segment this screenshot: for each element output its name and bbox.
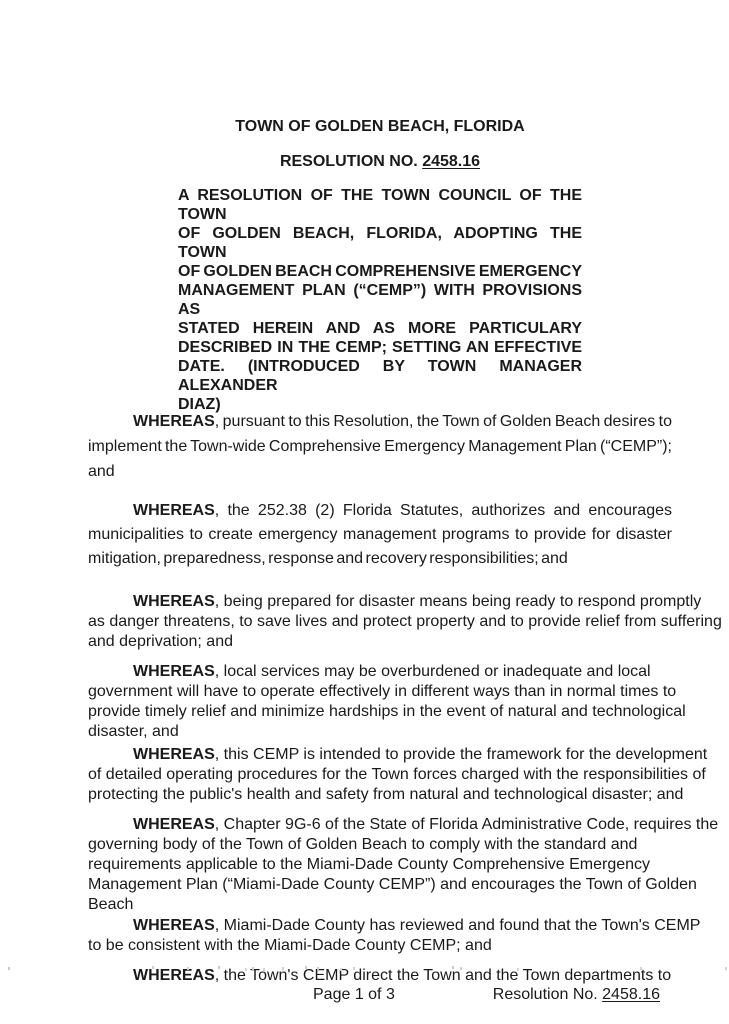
resolution-summary-block [178, 186, 582, 414]
whereas-keyword: WHEREAS [133, 502, 215, 519]
text-line: requirements applicable to the Miami-Dade County Comprehensive Emergency [88, 856, 651, 873]
text-line: DIAZ) [178, 396, 221, 413]
text-line: governing body of the Town of Golden Beach to comply with the standard and [88, 836, 638, 853]
document-content [88, 117, 722, 1005]
resolution-title-block [178, 186, 582, 414]
footer-resolution [493, 985, 660, 1005]
text-line: of detailed operating procedures for the Town forces charged with the responsibilities of [88, 766, 706, 783]
whereas-keyword: WHEREAS [133, 413, 215, 430]
text-line: WHEREAS, the Town's CEMP direct the Town and the Town departments to [133, 967, 672, 984]
whereas-clause-2 [88, 499, 672, 571]
text-line: DESCRIBED IN THE CEMP; SETTING AN EFFECTIVE [178, 339, 582, 356]
footer-resolution-label: Resolution No. [492, 986, 603, 1003]
text-line: provide timely relief and minimize hardships in the event of natural and technological [88, 703, 686, 720]
text-line: A RESOLUTION OF THE TOWN COUNCIL OF THE TOWN [178, 187, 582, 223]
text-line: government will have to operate effectively in different ways than in normal times to [88, 683, 677, 700]
whereas-keyword: WHEREAS [133, 917, 215, 934]
scan-artifacts [0, 966, 2, 969]
resolution-label: RESOLUTION NO. [279, 153, 423, 170]
footer-resolution-number: 2458.16 [602, 986, 660, 1003]
whereas-clauses [88, 409, 722, 986]
text-line: WHEREAS, local services may be overburdened or inadequate and local [133, 663, 651, 680]
text-line: WHEREAS, pursuant to this Resolution, the Town of Golden Beach desires to [133, 413, 672, 430]
text-line: WHEREAS, Miami-Dade County has reviewed and found that the Town's CEMP [133, 917, 701, 934]
whereas-clause-5 [88, 745, 708, 805]
resolution-number: 2458.16 [422, 153, 481, 170]
resolution-number-line [88, 152, 672, 172]
text-line: MANAGEMENT PLAN (“CEMP”) WITH PROVISIONS AS [178, 282, 582, 318]
text-line: DATE. (INTRODUCED BY TOWN MANAGER ALEXANDER [178, 358, 582, 394]
page-footer [88, 985, 672, 1005]
whereas-keyword: WHEREAS [133, 816, 215, 833]
text-line: to be consistent with the Miami-Dade County CEMP; and [88, 937, 492, 954]
text-line: protecting the public's health and safety from natural and technological disaster; and [88, 786, 684, 803]
whereas-clause-7 [88, 916, 701, 956]
text-line: WHEREAS, Chapter 9G-6 of the State of Florida Administrative Code, requires the [133, 816, 719, 833]
whereas-clause-4 [88, 662, 686, 742]
text-line: and deprivation; and [88, 633, 233, 650]
whereas-clause-1 [88, 409, 672, 484]
text-line: municipalities to create emergency management programs to provide for disaster [88, 526, 672, 543]
text-line: mitigation, preparedness, response and recovery responsibilities; and [88, 550, 568, 567]
whereas-keyword: WHEREAS [133, 663, 215, 680]
whereas-clause-6 [88, 815, 719, 915]
whereas-keyword: WHEREAS [133, 746, 215, 763]
text-line: disaster, and [88, 723, 179, 740]
text-line: WHEREAS, being prepared for disaster means being ready to respond promptly [133, 593, 702, 610]
text-line: WHEREAS, this CEMP is intended to provide the framework for the development [133, 746, 708, 763]
text-line: as danger threatens, to save lives and protect property and to provide relief from suffering [88, 613, 722, 630]
whereas-clause-3 [88, 592, 722, 652]
whereas-clause-8 [88, 966, 672, 986]
text-line: implement the Town-wide Comprehensive Emergency Management Plan (“CEMP”); and [88, 438, 672, 480]
page-number: Page 1 of 3 [313, 986, 395, 1003]
text-line: STATED HEREIN AND AS MORE PARTICULARY [178, 320, 582, 337]
text-line: OF GOLDEN BEACH COMPREHENSIVE EMERGENCY [178, 263, 582, 280]
text-line: Management Plan (“Miami-Dade County CEMP”) and encourages the Town of Golden [88, 876, 697, 893]
document-title: TOWN OF GOLDEN BEACH, FLORIDA [235, 118, 525, 135]
text-line: WHEREAS, the 252.38 (2) Florida Statutes, authorizes and encourages [133, 502, 672, 519]
text-line: Beach [88, 896, 134, 913]
whereas-keyword: WHEREAS [133, 593, 215, 610]
whereas-keyword: WHEREAS [133, 967, 215, 984]
text-line: OF GOLDEN BEACH, FLORIDA, ADOPTING THE TOWN [178, 225, 582, 261]
